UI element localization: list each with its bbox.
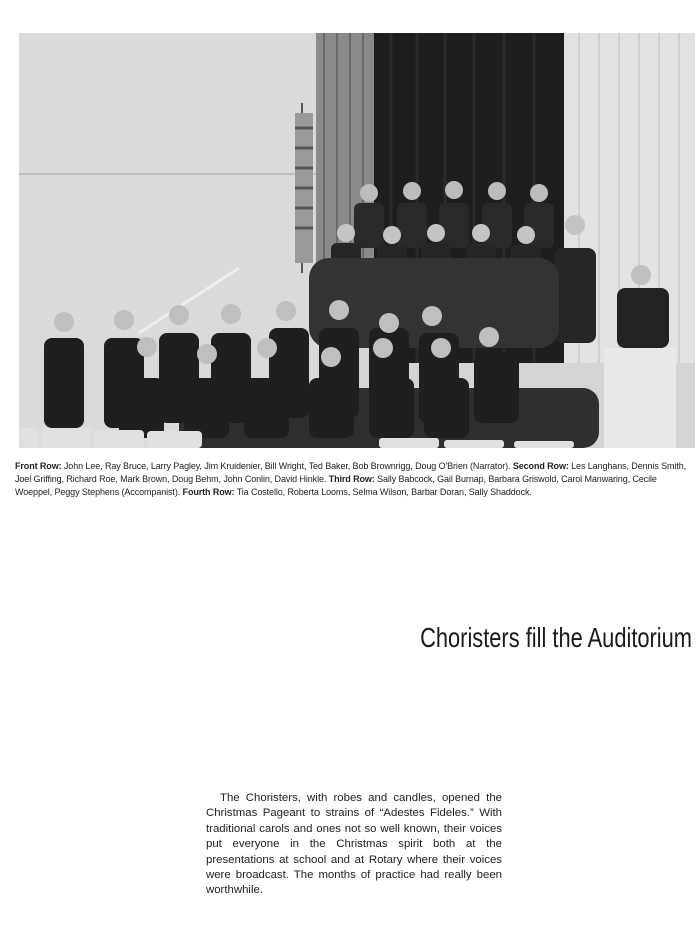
photo-caption — [15, 460, 695, 499]
article-body: The Choristers, with robes and candles, opened the Christmas Pageant to strains of “Adestes Fideles.” With traditional carols and ones not so well known, their voices put everyone in the Christmas spirit both at the presentations at school and at Rotary where their voices were broadcast. The months of practice had really been worthwhile. — [206, 792, 502, 897]
choir-photograph — [19, 33, 695, 448]
caption-row-names: John Lee, Ray Bruce, Larry Pagley, Jim Kruidenier, Bill Wright, Ted Baker, Bob Brownrigg, Doug O'Brien (Narrator). — [63, 461, 511, 471]
caption-row-names: Sally Babcock, Gail Burnap, Barbara Griswold, Carol Manwaring, Cecile Woeppel, Peggy Stephens (Accompanist). — [15, 474, 657, 497]
caption-row-names: Les Langhans, Dennis Smith, Joel Griffing, Richard Roe, Mark Brown, Doug Behm, John Conlin, David Hinkle. — [15, 461, 687, 484]
caption-row-label: Front Row: — [15, 461, 62, 471]
caption-row-label: Fourth Row: — [182, 487, 235, 497]
caption-row-label: Second Row: — [512, 461, 569, 471]
caption-row-label: Third Row: — [328, 474, 375, 484]
page-headline: Choristers fill the Auditorium — [420, 622, 692, 653]
caption-row-names: Tia Costello, Roberta Looms, Selma Wilson, Barbar Doran, Sally Shaddock. — [236, 487, 532, 497]
